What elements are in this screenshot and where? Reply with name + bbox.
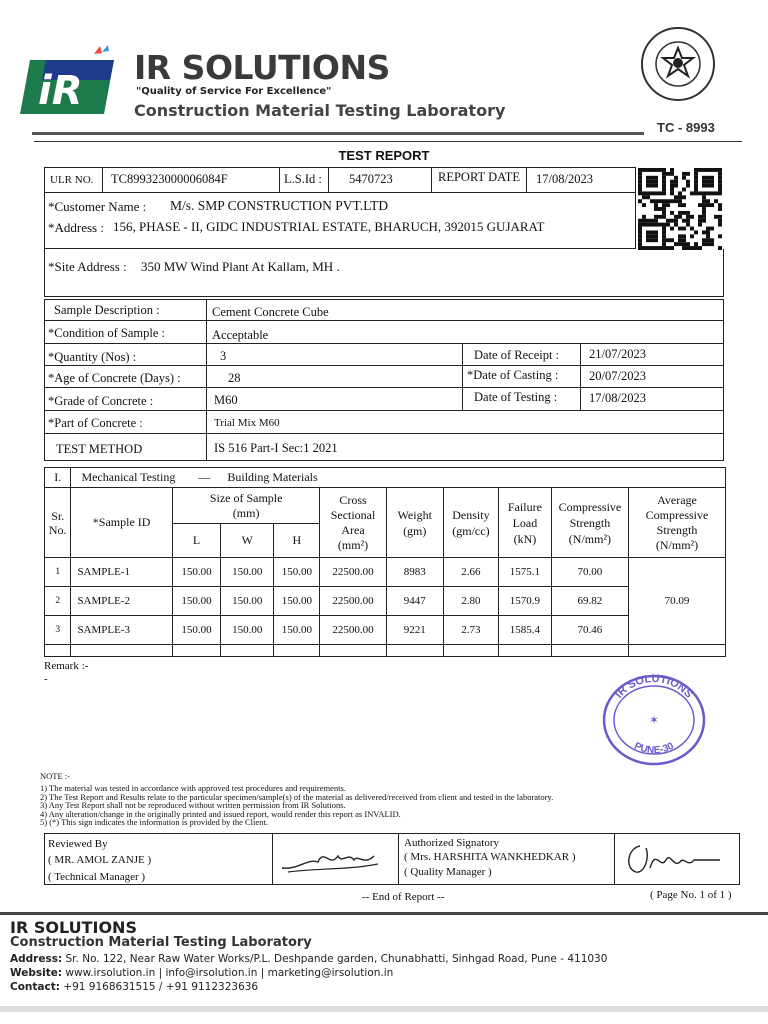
- col-sample-id: *Sample ID: [71, 488, 172, 558]
- notes: NOTE :- 1) The material was tested in accordance with approved test procedures and requirements. 2) The Test Report and Results relate to the particular specimen/sample(s) of the material as delivered/received from client and tested in the laboratory. 3) Any Test Report shall not be reproduced without written permission from IR Solutions. 4) Any alteration/change in the originally printed and issued report, would render this report as INVALID. 5) (*) This sign indicates the information is provided by the Client.: [40, 771, 554, 828]
- part-label: *Part of Concrete :: [48, 416, 143, 430]
- reviewer-signature: [278, 838, 392, 885]
- section-number: I.: [45, 468, 71, 488]
- reviewed-role: ( Technical Manager ): [48, 871, 146, 883]
- authorized-role: ( Quality Manager ): [404, 866, 492, 878]
- ls-value: 5470723: [349, 172, 393, 186]
- company-logo: [16, 44, 124, 116]
- average-strength: 70.09: [628, 558, 725, 645]
- page-number: ( Page No. 1 of 1 ): [650, 889, 732, 901]
- condition-label: *Condition of Sample :: [48, 326, 166, 340]
- reviewed-name: ( MR. AMOL ZANJE ): [48, 854, 152, 866]
- col-average: Average Compressive Strength (N/mm²): [628, 488, 725, 558]
- col-density: Density (gm/cc): [443, 488, 498, 558]
- col-sr: Sr. No.: [45, 488, 71, 558]
- testing-label: Date of Testing :: [474, 390, 558, 404]
- table-row: 3 SAMPLE-3 150.00 150.00 150.00 22500.00 9221 2.73 1585.4 70.46: [45, 616, 726, 645]
- brand-name: IR SOLUTIONS: [134, 48, 390, 87]
- lab-name: Construction Material Testing Laboratory: [134, 101, 506, 120]
- reviewed-label: Reviewed By: [48, 838, 108, 850]
- header-divider: [32, 132, 644, 135]
- authorized-label: Authorized Signatory: [404, 837, 500, 849]
- address-label: *Address :: [48, 220, 104, 235]
- customer-name-value: M/s. SMP CONSTRUCTION PVT.LTD: [170, 198, 389, 213]
- receipt-label: Date of Receipt :: [474, 348, 560, 362]
- report-title: TEST REPORT: [338, 148, 430, 163]
- testing-value: 17/08/2023: [589, 391, 646, 405]
- brand-tagline: "Quality of Service For Excellence": [136, 86, 332, 97]
- report-date-label: REPORT DATE: [438, 170, 521, 184]
- ulr-value: TC899323000006084F: [111, 172, 228, 186]
- footer-contact-block: Address: Sr. No. 122, Near Raw Water Works/P.L. Deshpande garden, Chunabhatti, Sinhgad Road, Pune - 411030 Website: www.irsolution.in | info@irsolution.in | marketing@irsolution.in Contact: +91 9168631515 / +91 9112323636: [10, 953, 608, 993]
- age-label: *Age of Concrete (Days) :: [48, 371, 181, 385]
- ls-label: L.S.Id :: [284, 172, 322, 186]
- authorized-signature: [620, 838, 730, 885]
- footer-website: www.irsolution.in | info@irsolution.in | marketing@irsolution.in: [65, 967, 394, 979]
- site-address-label: *Site Address :: [48, 259, 127, 274]
- address-value: 156, PHASE - II, GIDC INDUSTRIAL ESTATE, BHARUCH, 392015 GUJARAT: [113, 219, 545, 234]
- svg-text:IR SOLUTIONS: IR SOLUTIONS: [612, 672, 695, 701]
- table-row: 2 SAMPLE-2 150.00 150.00 150.00 22500.00 9447 2.80 1570.9 69.82: [45, 587, 726, 616]
- col-weight: Weight (gm): [386, 488, 443, 558]
- remark-label: Remark :-: [44, 660, 89, 672]
- quantity-label: *Quantity (Nos) :: [48, 350, 137, 364]
- col-w: W: [221, 524, 274, 558]
- sample-desc-label: Sample Description :: [54, 303, 160, 317]
- site-address-value: 350 MW Wind Plant At Kallam, MH .: [141, 259, 340, 274]
- report-date-value: 17/08/2023: [536, 172, 593, 186]
- footer-address: Sr. No. 122, Near Raw Water Works/P.L. Deshpande garden, Chunabhatti, Sinhgad Road, Pune - 411030: [65, 953, 608, 965]
- footer-bar: [0, 1006, 768, 1012]
- end-of-report: -- End of Report --: [362, 891, 445, 903]
- col-h: H: [274, 524, 320, 558]
- test-method-value: IS 516 Part-I Sec:1 2021: [214, 441, 338, 455]
- document-divider: [34, 141, 742, 142]
- receipt-value: 21/07/2023: [589, 347, 646, 361]
- table-row: 1 SAMPLE-1 150.00 150.00 150.00 22500.00 8983 2.66 1575.1 70.00 70.09: [45, 558, 726, 587]
- footer-phone: +91 9168631515 / +91 9112323636: [63, 981, 259, 993]
- svg-text:iR: iR: [38, 68, 83, 114]
- svg-text:PUNE-30: PUNE-30: [632, 740, 676, 757]
- footer-divider: [0, 912, 768, 915]
- company-stamp: [598, 670, 710, 768]
- section-title: Mechanical Testing — Building Materials: [71, 468, 726, 488]
- customer-name-label: *Customer Name :: [48, 199, 147, 214]
- qr-code: [638, 168, 722, 250]
- remark-value: -: [44, 673, 48, 685]
- grade-label: *Grade of Concrete :: [48, 394, 154, 408]
- ulr-label: ULR NO.: [50, 174, 94, 186]
- col-size: Size of Sample (mm): [172, 488, 320, 524]
- footer-lab: Construction Material Testing Laboratory: [10, 935, 312, 950]
- casting-value: 20/07/2023: [589, 369, 646, 383]
- part-value: Trial Mix M60: [214, 417, 280, 429]
- test-method-label: TEST METHOD: [56, 442, 143, 456]
- footer-brand: IR SOLUTIONS: [10, 918, 137, 937]
- col-load: Failure Load (kN): [498, 488, 551, 558]
- accreditation-code: TC - 8993: [657, 120, 715, 135]
- svg-text:✶: ✶: [648, 713, 660, 727]
- mechanical-test-table: [44, 467, 726, 657]
- casting-label: *Date of Casting :: [467, 368, 559, 382]
- sample-desc-value: Cement Concrete Cube: [212, 305, 329, 319]
- quantity-value: 3: [220, 349, 227, 363]
- col-l: L: [172, 524, 220, 558]
- condition-value: Acceptable: [212, 328, 269, 342]
- grade-value: M60: [214, 393, 238, 407]
- age-value: 28: [228, 371, 241, 385]
- col-area: Cross Sectional Area (mm²): [320, 488, 386, 558]
- authorized-name: ( Mrs. HARSHITA WANKHEDKAR ): [404, 851, 576, 863]
- col-compressive: Compressive Strength (N/mm²): [551, 488, 628, 558]
- accreditation-seal: [640, 26, 716, 102]
